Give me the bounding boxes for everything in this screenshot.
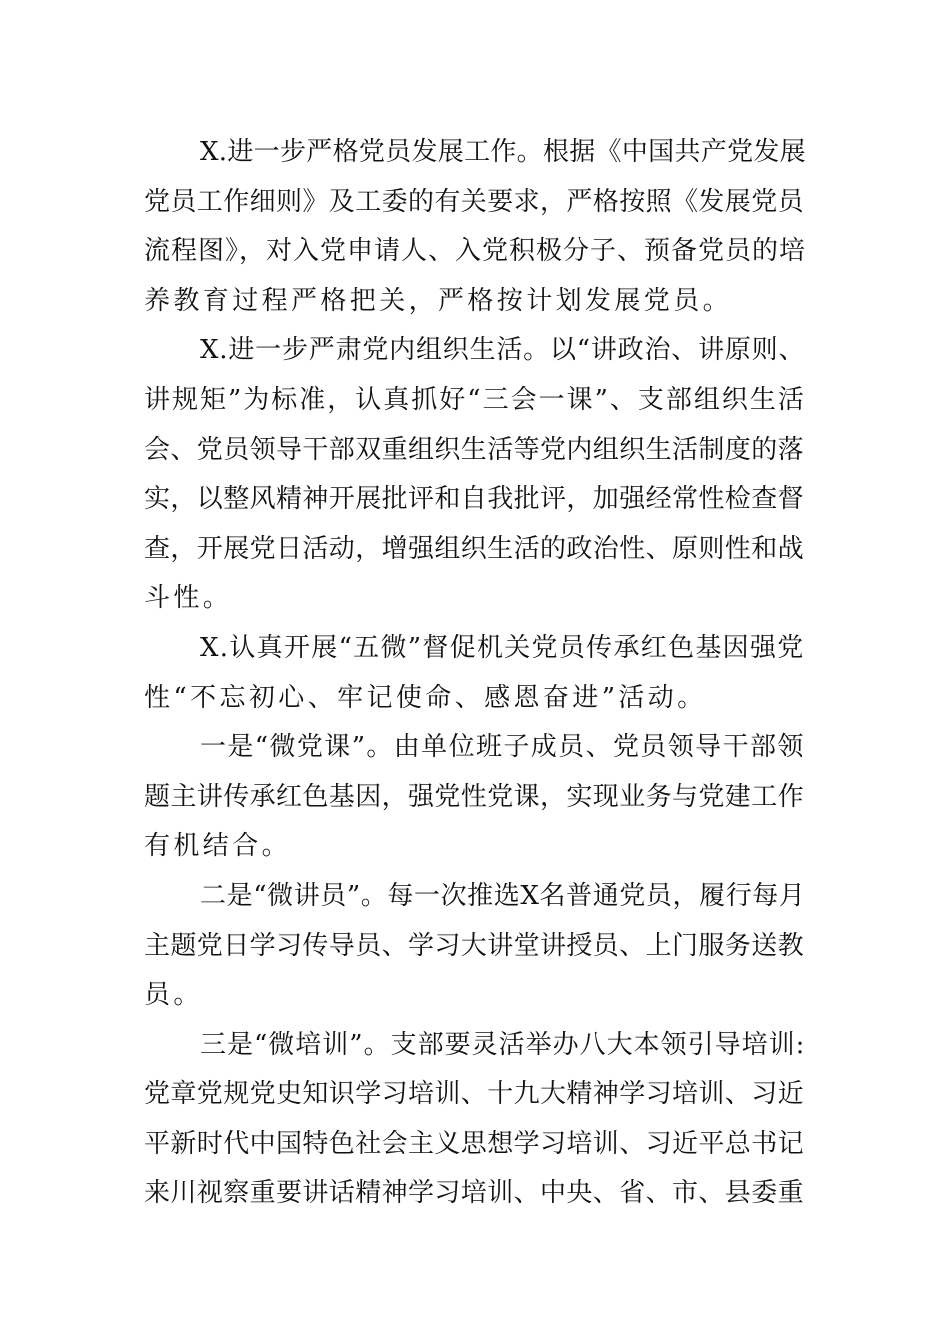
paragraph-micro-party-lesson	[144, 723, 806, 872]
text-line: X.进一步严肃党内组织生活。以“讲政治、讲原则、	[200, 335, 806, 366]
paragraph-party-member-development	[144, 128, 806, 326]
text-line: X.认真开展“五微”督促机关党员传承红色基因强党	[200, 632, 805, 663]
text-line: 性“不忘初心、牢记使命、感恩奋进”活动。	[144, 682, 707, 713]
paragraph-five-micro-activities	[144, 624, 806, 723]
text-line: 三是“微培训”。支部要灵活举办八大本领引导培训:	[200, 1029, 806, 1060]
text-line: 养教育过程严格把关，严格按计划发展党员。	[144, 285, 733, 316]
text-line: 流程图》，对入党申请人、入党积极分子、预备党员的培	[144, 236, 807, 267]
text-line: 平新时代中国特色社会主义思想学习培训、习近平总书记	[144, 1128, 805, 1159]
text-line: 有机结合。	[144, 831, 292, 862]
paragraph-micro-training	[144, 1021, 806, 1219]
text-line: 查，开展党日活动，增强组织生活的政治性、原则性和战	[144, 533, 805, 564]
paragraph-organizational-life	[144, 326, 806, 624]
text-line: 员。	[144, 980, 203, 1011]
text-line: 讲规矩”为标准，认真抓好“三会一课”、支部组织生活	[144, 384, 806, 415]
text-line: 一是“微党课”。由单位班子成员、党员领导干部领	[200, 732, 805, 763]
text-line: 来川视察重要讲话精神学习培训、中央、省、市、县委重	[144, 1178, 805, 1209]
paragraph-micro-lecturer	[144, 872, 806, 1021]
text-line: 党员工作细则》及工委的有关要求，严格按照《发展党员	[144, 186, 805, 217]
document-body	[144, 128, 806, 1219]
text-line: 斗性。	[144, 583, 233, 614]
text-line: 主题党日学习传导员、学习大讲堂讲授员、上门服务送教	[144, 930, 805, 961]
text-line: X.进一步严格党员发展工作。根据《中国共产党发展	[200, 137, 806, 167]
text-line: 党章党规党史知识学习培训、十九大精神学习培训、习近	[144, 1079, 805, 1110]
text-line: 会、党员领导干部双重组织生活等党内组织生活制度的落	[144, 434, 805, 465]
text-line: 实，以整风精神开展批评和自我批评，加强经常性检查督	[144, 484, 805, 515]
text-line: 题主讲传承红色基因，强党性党课，实现业务与党建工作	[144, 781, 805, 812]
text-line: 二是“微讲员”。每一次推选X名普通党员，履行每月	[200, 880, 806, 911]
